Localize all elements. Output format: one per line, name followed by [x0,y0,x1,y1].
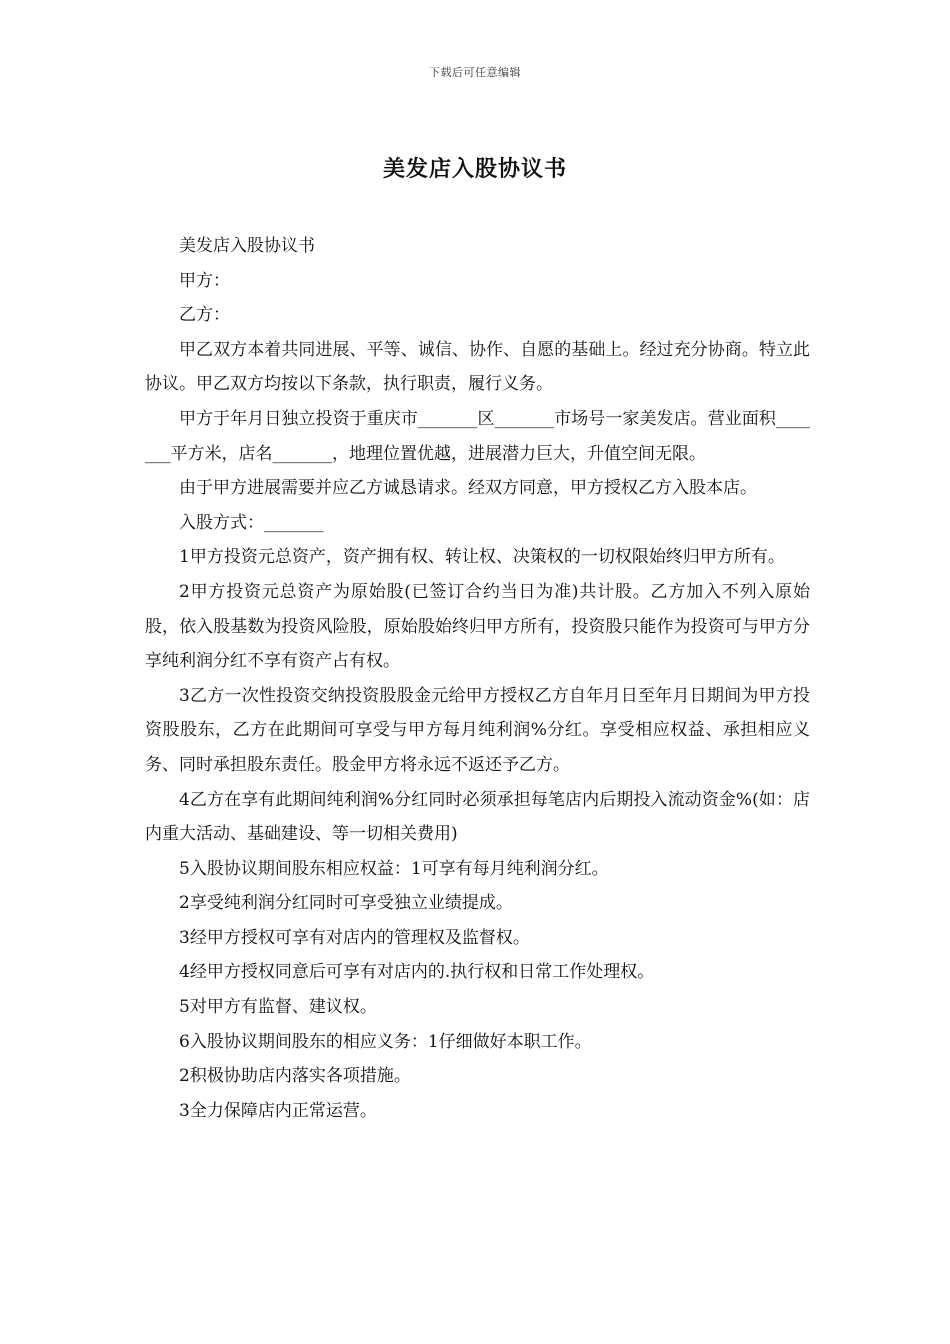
paragraph-duty-2: 2积极协助店内落实各项措施。 [179,1066,411,1087]
paragraph-share-method: 入股方式：_______ [179,512,324,533]
header-note: 下载后可任意编辑 [429,66,521,79]
document-title: 美发店入股协议书 [382,156,567,182]
paragraph-clause-3: 3乙方一次性投资交纳投资股股金元给甲方授权乙方自年月日至年月日期间为甲方投资股股东，乙方在此期间可享受与甲方每月纯利润%分红。享受相应权益、承担相应义务、同时承担股东责任。股金甲方将永远不返还予乙方。 [145,685,810,775]
paragraph-clause-2: 2甲方投资元总资产为原始股(已签订合约当日为准)共计股。乙方加入不列入原始股，依入股基数为投资风险股，原始股始终归甲方所有，投资股只能作为投资可与甲方分享纯利润分红不享有资产占有权。 [145,581,810,672]
paragraph-right-3: 3经甲方授权可享有对店内的管理权及监督权。 [179,927,530,948]
paragraph-duty-3: 3全力保障店内正常运营。 [179,1100,377,1121]
paragraph-right-2: 2享受纯利润分红同时可享受独立业绩提成。 [179,893,513,914]
paragraph-preamble: 甲乙双方本着共同进展、平等、诚信、协作、自愿的基础上。经过充分协商。特立此协议。甲乙双方均按以下条款，执行职责，履行义务。 [145,339,810,395]
paragraph-right-5: 5对甲方有监督、建议权。 [179,997,377,1018]
paragraph-right-4: 4经甲方授权同意后可享有对店内的.执行权和日常工作处理权。 [179,962,655,983]
paragraph-clause-4: 4乙方在享有此期间纯利润%分红同时必须承担每笔店内后期投入流动资金%(如：店内重大活动、基础建设、等一切相关费用) [145,789,810,845]
document-body [145,229,810,1128]
paragraph-clause-5: 5入股协议期间股东相应权益：1可享有每月纯利润分红。 [179,858,609,879]
paragraph-authorization: 由于甲方进展需要并应乙方诚恳请求。经双方同意，甲方授权乙方入股本店。 [179,478,757,499]
paragraph-store-info: 甲方于年月日独立投资于重庆市_______区_______市场号一家美发店。营业面积_______平方米，店名_______，地理位置优越，进展潜力巨大，升值空间无限。 [145,408,810,464]
paragraph-clause-1: 1甲方投资元总资产，资产拥有权、转让权、决策权的一切权限始终归甲方所有。 [179,547,785,568]
paragraph-party-a: 甲方： [179,270,230,291]
paragraph-subtitle: 美发店入股协议书 [179,236,315,256]
paragraph-party-b: 乙方： [179,305,230,326]
paragraph-clause-6: 6入股协议期间股东的相应义务：1仔细做好本职工作。 [179,1031,592,1052]
